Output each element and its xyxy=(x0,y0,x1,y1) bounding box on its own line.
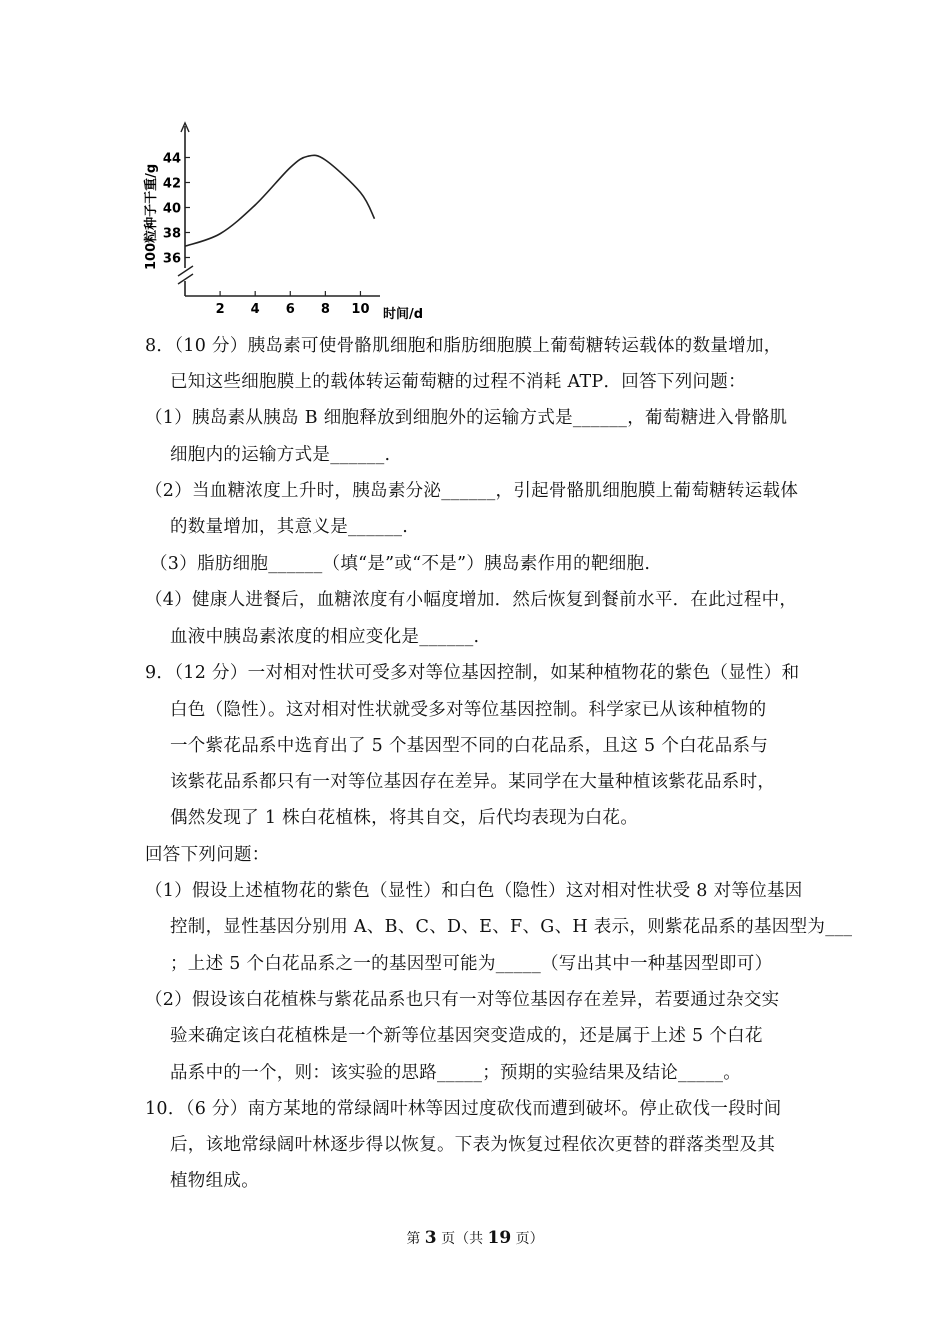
x-tick-label: 2 xyxy=(215,302,225,317)
text-line: 的数量增加，其意义是______. xyxy=(170,517,409,537)
text-line: 9．（12 分）一对相对性状可受多对等位基因控制，如某种植物花的紫色（显性）和 xyxy=(145,663,800,683)
page-total: 19 xyxy=(487,1228,512,1248)
text-line: 该紫花品系都只有一对等位基因存在差异。某同学在大量种植该紫花品系时， xyxy=(170,772,776,792)
y-tick-label: 42 xyxy=(162,176,181,192)
text-line: ；上述 5 个白花品系之一的基因型可能为_____（写出其中一种基因型即可） xyxy=(170,954,773,974)
text-line: （2）假设该白花植株与紫花品系也只有一对等位基因存在差异，若要通过杂交实 xyxy=(145,990,780,1010)
text-line: 验来确定该白花植株是一个新等位基因突变造成的，还是属于上述 5 个白花 xyxy=(170,1026,763,1046)
text-line: 植物组成。 xyxy=(170,1171,259,1191)
y-tick-label: 40 xyxy=(162,201,181,217)
text-line: 8．（10 分）胰岛素可使骨骼肌细胞和脂肪细胞膜上葡萄糖转运载体的数量增加， xyxy=(145,336,782,356)
text-line: 血液中胰岛素浓度的相应变化是______. xyxy=(170,627,480,647)
x-tick-label: 4 xyxy=(250,302,260,317)
text-line: 10．（6 分）南方某地的常绿阔叶林等因过度砍伐而遭到破坏。停止砍伐一段时间 xyxy=(145,1099,782,1119)
text-line: （3）脂肪细胞______（填“是”或“不是”）胰岛素作用的靶细胞. xyxy=(150,554,651,574)
x-tick-label: 6 xyxy=(285,302,295,317)
y-tick-label: 36 xyxy=(162,251,181,267)
text-line: 细胞内的运输方式是______. xyxy=(170,445,391,465)
text-line: 后，该地常绿阔叶林逐步得以恢复。下表为恢复过程依次更替的群落类型及其 xyxy=(170,1135,776,1155)
footer-suffix: 页） xyxy=(511,1231,544,1247)
x-axis-label: 时间/d xyxy=(383,307,424,322)
footer-middle: 页（共 xyxy=(436,1231,488,1247)
text-line: 回答下列问题： xyxy=(145,845,270,865)
x-tick-label: 10 xyxy=(351,302,370,317)
x-tick-label: 8 xyxy=(320,302,330,317)
text-line: 白色（隐性）。这对相对性状就受多对等位基因控制。科学家已从该种植物的 xyxy=(170,700,767,720)
page-footer xyxy=(0,1228,950,1248)
y-tick-label: 44 xyxy=(162,151,181,167)
series-line xyxy=(185,155,374,246)
y-axis-label: 100粒种子干重/g xyxy=(144,163,159,270)
text-line: 控制，显性基因分别用 A、B、C、D、E、F、G、H 表示，则紫花品系的基因型为___ xyxy=(170,917,853,937)
y-tick-label: 38 xyxy=(162,226,181,242)
text-line: （4）健康人进餐后，血糖浓度有小幅度增加．然后恢复到餐前水平．在此过程中， xyxy=(145,590,798,610)
text-line: 品系中的一个，则：该实验的思路_____；预期的实验结果及结论_____。 xyxy=(170,1063,742,1083)
chart-ticks xyxy=(163,152,370,318)
text-line: 偶然发现了 1 株白花植株，将其自交，后代均表现为白花。 xyxy=(170,808,639,828)
chart-axes xyxy=(178,123,380,296)
text-line: （2）当血糖浓度上升时，胰岛素分泌______，引起骨骼肌细胞膜上葡萄糖转运载体 xyxy=(145,481,799,501)
text-line: （1）胰岛素从胰岛 B 细胞释放到细胞外的运输方式是______，葡萄糖进入骨骼肌 xyxy=(145,408,788,428)
text-line: 已知这些细胞膜上的载体转运葡萄糖的过程不消耗 ATP．回答下列问题： xyxy=(170,372,746,392)
footer-prefix: 第 xyxy=(406,1231,425,1247)
text-line: （1）假设上述植物花的紫色（显性）和白色（隐性）这对相对性状受 8 对等位基因 xyxy=(145,881,803,901)
text-line: 一个紫花品系中选育出了 5 个基因型不同的白花品系，且这 5 个白花品系与 xyxy=(170,736,769,756)
seed-dry-weight-chart xyxy=(140,118,440,328)
page-number: 3 xyxy=(424,1228,437,1248)
